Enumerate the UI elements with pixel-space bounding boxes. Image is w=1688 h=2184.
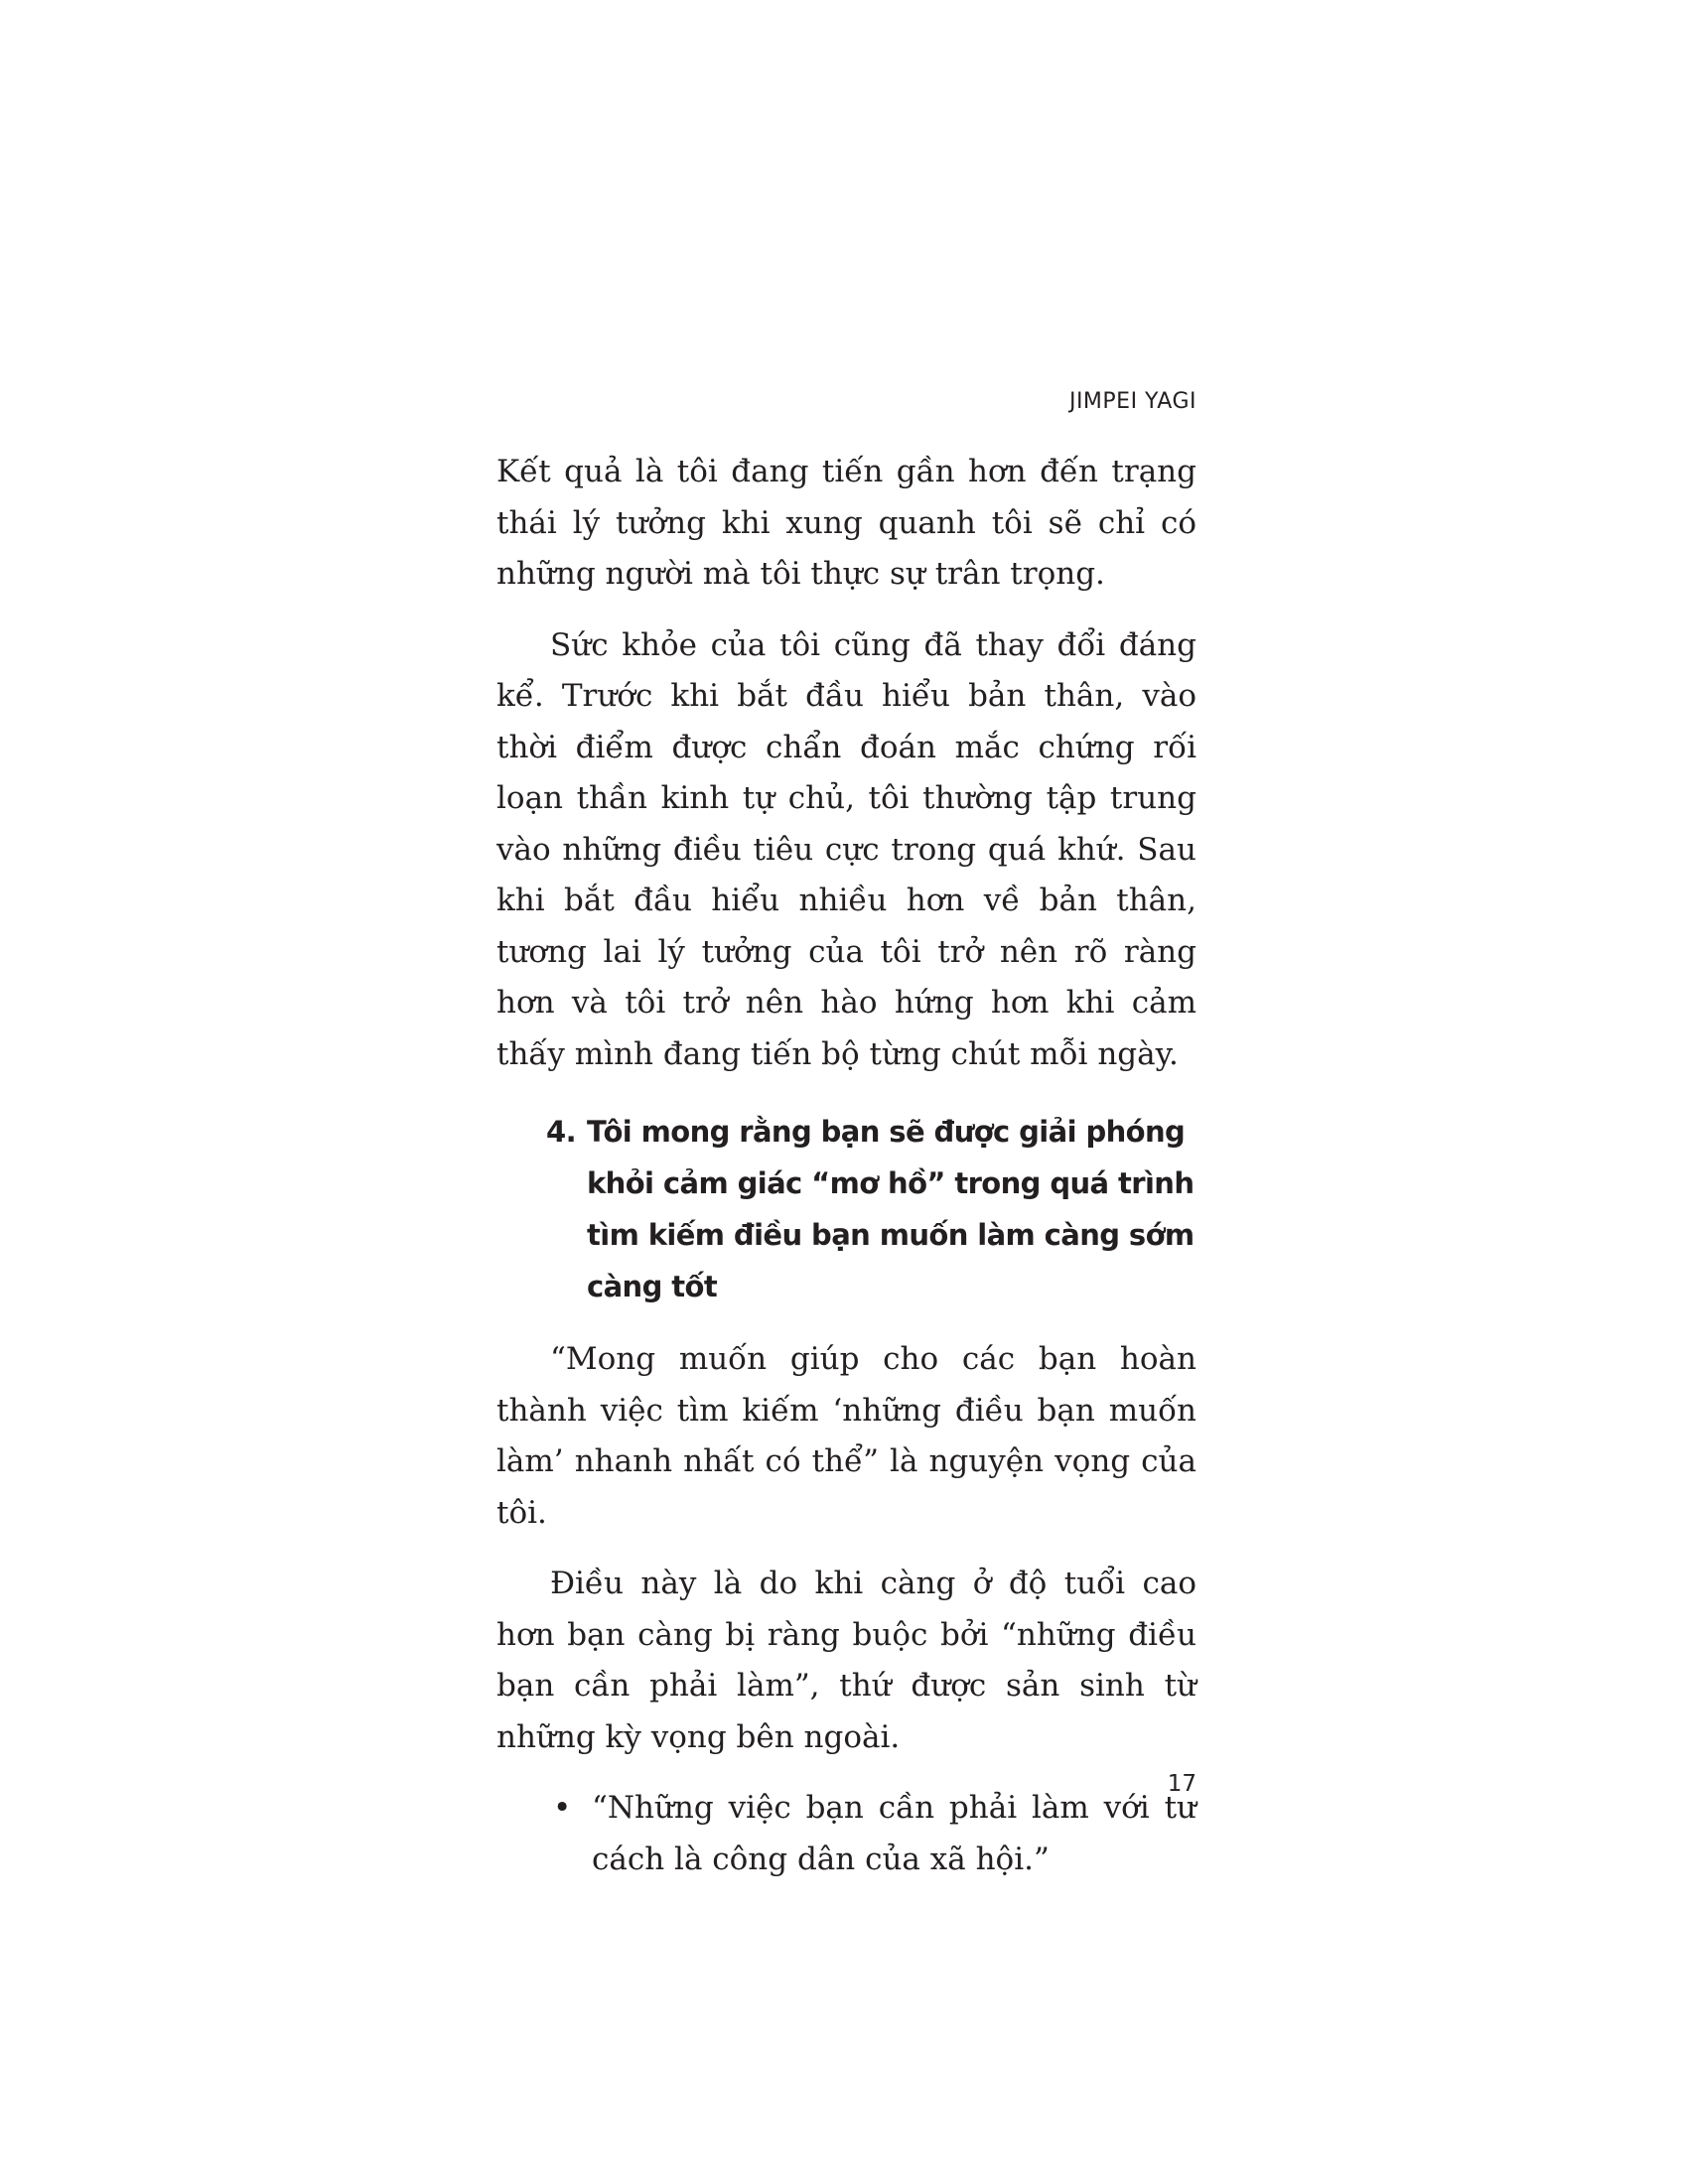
running-header: JIMPEI YAGI <box>1068 389 1196 414</box>
section-heading-text: Tôi mong rằng bạn sẽ được giải phóng khỏi cảm giác “mơ hồ” trong quá trình tìm kiếm điều bạn muốn làm càng sớm càng tốt <box>587 1115 1195 1303</box>
paragraph: Kết quả là tôi đang tiến gần hơn đến trạng thái lý tưởng khi xung quanh tôi sẽ chỉ có những người mà tôi thực sự trân trọng. <box>496 454 1196 592</box>
paragraph: Sức khỏe của tôi cũng đã thay đổi đáng kể. Trước khi bắt đầu hiểu bản thân, vào thời điểm được chẩn đoán mắc chứng rối loạn thần kinh tự chủ, tôi thường tập trung vào những điều tiêu cực trong quá khứ. Sau khi bắt đầu hiểu nhiều hơn về bản thân, tương lai lý tưởng của tôi trở nên rõ ràng hơn và tôi trở nên hào hứng hơn khi cảm thấy mình đang tiến bộ từng chút mỗi ngày. <box>496 626 1196 1072</box>
paragraph: “Mong muốn giúp cho các bạn hoàn thành việc tìm kiếm ‘những điều bạn muốn làm’ nhanh nhất có thể” là nguyện vọng của tôi. <box>496 1341 1196 1531</box>
bullet-icon: • <box>553 1790 572 1826</box>
section-number: 4. <box>546 1115 576 1149</box>
body-text <box>496 447 1196 1885</box>
bullet-text: “Những việc bạn cần phải làm với tư cách là công dân của xã hội.” <box>592 1790 1196 1877</box>
paragraph: Điều này là do khi càng ở độ tuổi cao hơn bạn càng bị ràng buộc bởi “những điều bạn cần phải làm”, thứ được sản sinh từ những kỳ vọng bên ngoài. <box>496 1566 1196 1755</box>
section-heading <box>496 1106 1196 1312</box>
page-number: 17 <box>1167 1771 1196 1797</box>
